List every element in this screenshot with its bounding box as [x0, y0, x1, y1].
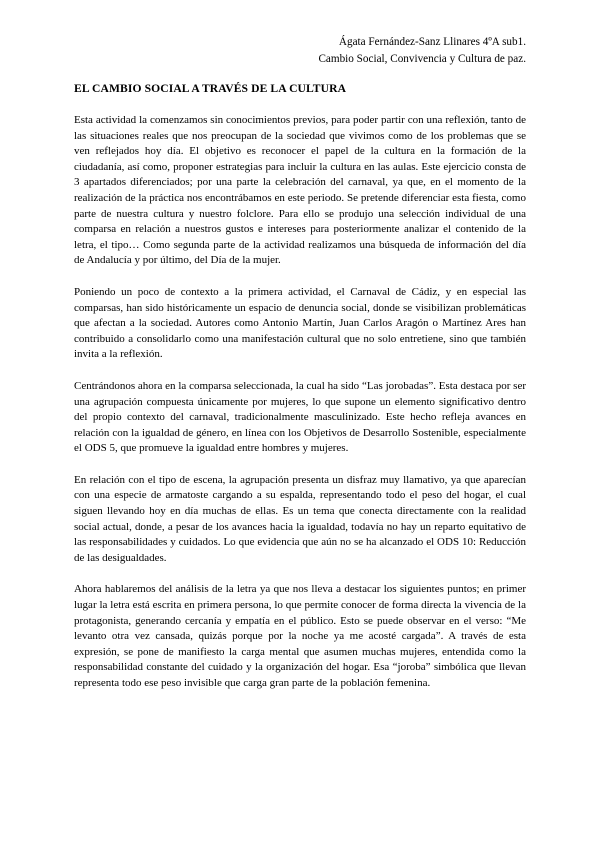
document-title: EL CAMBIO SOCIAL A TRAVÉS DE LA CULTURA: [74, 82, 347, 95]
paragraph-3: Centrándonos ahora en la comparsa seleccionada, la cual ha sido “Las jorobadas”. Esta destaca por ser una agrupación compuesta únicamente por mujeres, lo que supone un elemento significativo dentro del propio contexto del carnaval, tradicionalmente masculinizado. Este hecho refleja avances en relación con la igualdad de género, en línea con los Objetivos de Desarrollo Sostenible, especialmente el ODS 5, que promueve la igualdad entre hombres y mujeres.: [74, 379, 526, 455]
paragraph-2: Poniendo un poco de contexto a la primera actividad, el Carnaval de Cádiz, y en especial las comparsas, han sido históricamente un espacio de denuncia social, donde se visibilizan problemáticas que afectan a la sociedad. Autores como Antonio Martín, Juan Carlos Aragón o Martínez Ares han contribuido a consolidarlo como una manifestación cultural que no solo entretiene, sino que también invita a la reflexión.: [74, 285, 526, 361]
header: [74, 34, 526, 67]
author-line: Ágata Fernández-Sanz Llinares 4ºA sub1.: [338, 36, 526, 48]
course-line: Cambio Social, Convivencia y Cultura de paz.: [318, 52, 526, 65]
paragraph-5: Ahora hablaremos del análisis de la letra ya que nos lleva a destacar los siguientes puntos; en primer lugar la letra está escrita en primera persona, lo que permite conocer de forma directa la vivencia de la protagonista, generando cercanía y empatía en el público. Esto se puede observar en el verso: “Me levanto otra vez cansada, quizás porque por la noche ya me acosté cargada”. A través de esta expresión, se pone de manifiesto la carga mental que asumen muchas mujeres, entendida como la responsabilidad constante del cuidado y la organización del hogar. Esa “joroba” simbólica que llevan representa todo ese peso invisible que carga gran parte de la población femenina.: [74, 583, 526, 689]
paragraph-1: Esta actividad la comenzamos sin conocimientos previos, para poder partir con una reflexión, tanto de las situaciones reales que nos preocupan de la sociedad que vivimos como de los problemas que se ven reflejados hoy día. El objetivo es reconocer el papel de la cultura en la formación de la ciudadanía, así como, proponer estrategias para incluir la cultura en las aulas. Este ejercicio consta de 3 apartados diferenciados; por una parte la celebración del carnaval, ya que, en el momento de la realización de la práctica nos encontrábamos en este periodo. Se pretende diferenciar esta fiesta, como parte de nuestra cultura y nuestro folclore. Para ello se produjo una selección individual de una comparsa en relación a nuestros gustos e intereses para posteriormente analizar el contenido de la letra, el tipo… Como segunda parte de la actividad realizamos una búsqueda de información del día de Andalucía y por último, del Día de la mujer.: [74, 114, 526, 267]
paragraph-4: En relación con el tipo de escena, la agrupación presenta un disfraz muy llamativo, ya que aparecían con una especie de armatoste cargando a su espalda, representando todo el peso del hogar, el cual siguen llevando hoy en día muchas de ellas. Es un tema que conecta directamente con la realidad social actual, donde, a pesar de los avances hacia la igualdad, todavía no hay un reparto equitativo de las responsabilidades y cuidados. Lo que evidencia que aún no se ha alcanzado el ODS 10: Reducción de las desigualdades.: [74, 473, 526, 564]
